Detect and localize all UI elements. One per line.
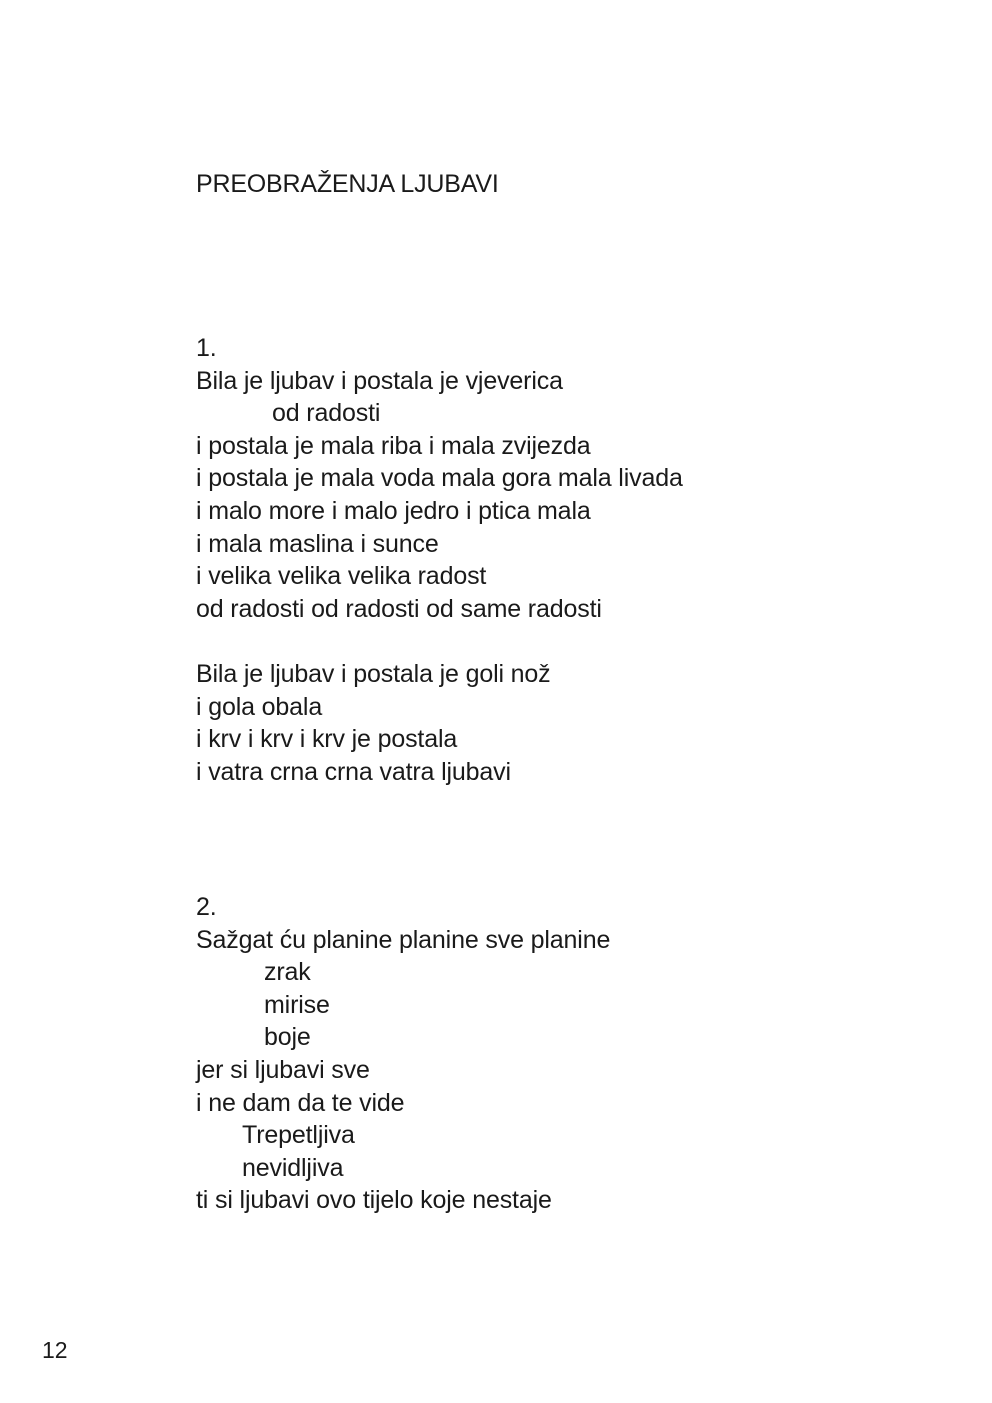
verse-line: ti si ljubavi ovo tijelo koje nestaje [196, 1186, 552, 1215]
verse-line-indented: mirise [264, 990, 330, 1019]
verse-line-indented: zrak [264, 958, 311, 987]
verse-line: Bila je ljubav i postala je vjeverica [196, 366, 563, 395]
verse-line: i vatra crna crna vatra ljubavi [196, 757, 511, 786]
verse-line: jer si ljubavi sve [196, 1055, 370, 1084]
verse-line: Sažgat ću planine planine sve planine [196, 925, 611, 954]
verse-line: i gola obala [196, 692, 323, 721]
verse-line: i velika velika velika radost [196, 562, 487, 591]
verse-line-indented: od radosti [272, 399, 381, 428]
verse-line-indented: boje [264, 1023, 311, 1052]
stanza-break [196, 625, 683, 658]
verse-line-indented: nevidljiva [242, 1153, 344, 1182]
section-number: 1. [196, 334, 217, 362]
verse-line: i krv i krv i krv je postala [196, 725, 458, 754]
verse-line-indented: Trepetljiva [242, 1121, 355, 1150]
verse-line: i postala je mala riba i mala zvijezda [196, 431, 591, 460]
verse-line: i postala je mala voda mala gora mala livada [196, 464, 683, 493]
verse-line: i mala maslina i sunce [196, 529, 439, 558]
section-number: 2. [196, 893, 217, 921]
poem-section-2 [196, 891, 610, 1217]
verse-line: Bila je ljubav i postala je goli nož [196, 659, 551, 688]
verse-line: i malo more i malo jedro i ptica mala [196, 496, 591, 525]
verse-line: od radosti od radosti od same radosti [196, 594, 602, 623]
verse-line: i ne dam da te vide [196, 1088, 405, 1117]
poem-section-1 [196, 332, 683, 788]
page-title: PREOBRAŽENJA LJUBAVI [196, 170, 499, 198]
page-number: 12 [42, 1337, 68, 1363]
